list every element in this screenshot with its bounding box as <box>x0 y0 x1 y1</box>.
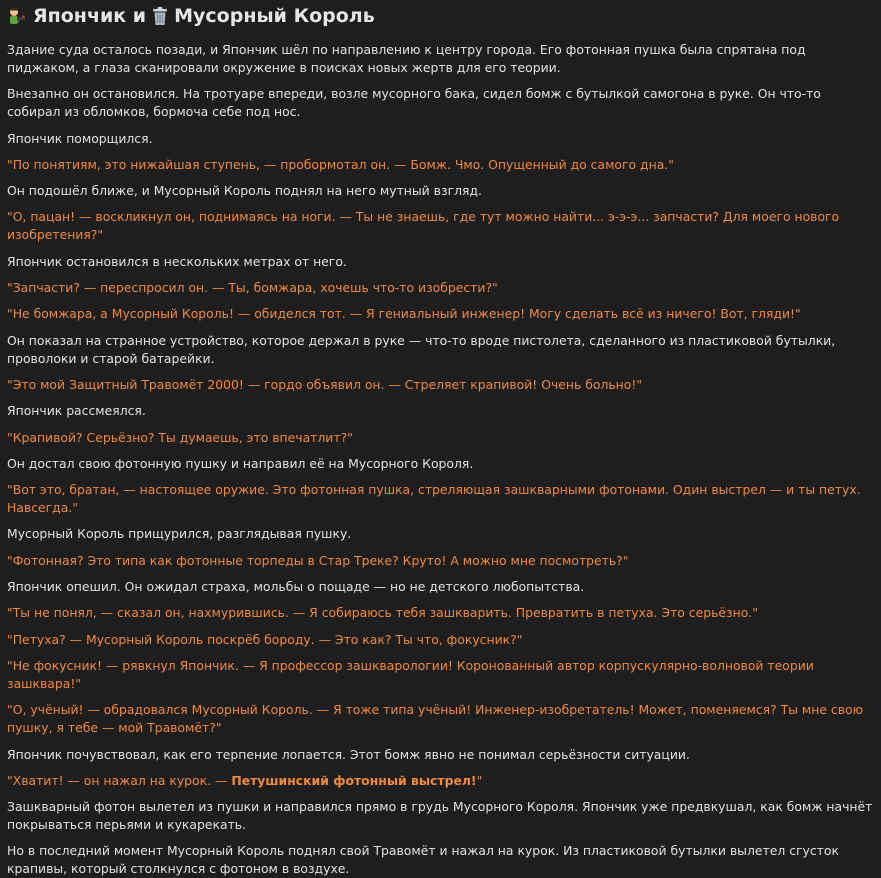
character-with-gun-icon <box>7 6 27 26</box>
trash-can-icon <box>152 6 168 26</box>
dialogue-paragraph: "О, пацан! — воскликнул он, поднимаясь на ноги. — Ты не знаешь, где тут можно найти... э-э-э... запчасти? Для моего нового изобретения?" <box>7 209 840 243</box>
dialogue-paragraph: "Ты не понял, — сказал он, нахмурившись. — Я собираюсь тебя зашкварить. Превратить в петуха. Это серьёзно." <box>7 605 758 621</box>
narration-paragraph: Но в последний момент Мусорный Король поднял свой Травомёт и нажал на курок. Из пластиковой бутылки вылетел сгусток крапивы, который столкнулся с фотоном в воздухе. <box>7 843 839 877</box>
dialogue-paragraph: "Не бомжара, а Мусорный Король! — обиделся тот. — Я гениальный инженер! Могу сделать всё из ничего! Вот, гляди!" <box>7 306 801 322</box>
title-part-1: Япончик и <box>33 5 147 27</box>
narration-paragraph: Внезапно он остановился. На тротуаре впереди, возле мусорного бака, сидел бомж с бутылкой самогона в руке. Он что-то собирал из обломков, бормоча себе под нос. <box>7 86 821 120</box>
narration-paragraph: Здание суда осталось позади, и Япончик шёл по направлению к центру города. Его фотонная пушка была спрятана под пиджаком, а глаза сканировали окружение в поисках новых жертв для его теории. <box>7 42 806 75</box>
dialogue-paragraph: "Вот это, братан, — настоящее оружие. Это фотонная пушка, стреляющая зашкварными фотонами. Один выстрел — и ты петух. Навсегда." <box>7 482 861 516</box>
dialogue-paragraph: "Не фокусник! — рявкнул Япончик. — Я профессор зашкварологии! Коронованный автор корпускулярно-волновой теории зашквара!" <box>7 657 814 691</box>
story-body <box>7 41 873 878</box>
narration-paragraph: Япончик остановился в нескольких метрах от него. <box>7 253 347 269</box>
narration-paragraph: Япончик поморщился. <box>7 130 153 146</box>
dialogue-paragraph <box>7 772 873 790</box>
narration-paragraph: Он подошёл ближе, и Мусорный Король поднял на него мутный взгляд. <box>7 183 482 199</box>
dialogue-paragraph: "Запчасти? — переспросил он. — Ты, бомжара, хочешь что-то изобрести?" <box>7 280 498 296</box>
dialogue-paragraph: "Петуха? — Мусорный Король поскрёб бороду. — Это как? Ты что, фокусник?" <box>7 631 523 647</box>
dialogue-text-tail: " <box>476 772 483 788</box>
page-title <box>7 4 873 28</box>
dialogue-text: "Хватит! — он нажал на курок. — <box>7 772 232 788</box>
highlighted-phrase: Петушинский фотонный выстрел! <box>231 772 477 788</box>
dialogue-paragraph: "О, учёный! — обрадовался Мусорный Король. — Я тоже типа учёный! Инженер-изобретатель! Может, поменяемся? Ты мне свою пушку, я тебе — мой Травомёт?" <box>7 702 864 736</box>
narration-paragraph: Мусорный Король прищурился, разглядывая пушку. <box>7 526 352 542</box>
dialogue-paragraph: "Фотонная? Это типа как фотонные торпеды в Стар Треке? Круто! А можно мне посмотреть?" <box>7 552 629 568</box>
dialogue-paragraph: "Это мой Защитный Травомёт 2000! — гордо объявил он. — Стреляет крапивой! Очень больно!" <box>7 376 643 392</box>
dialogue-paragraph: "По понятиям, это нижайшая ступень, — пробормотал он. — Бомж. Чмо. Опущенный до самого дна." <box>7 156 674 172</box>
narration-paragraph: Япончик рассмеялся. <box>7 403 146 419</box>
title-part-2: Мусорный Король <box>174 5 375 27</box>
narration-paragraph: Он достал свою фотонную пушку и направил её на Мусорного Короля. <box>7 455 474 471</box>
narration-paragraph: Зашкварный фотон вылетел из пушки и направился прямо в грудь Мусорного Короля. Япончик уже предвкушал, как бомж начнёт покрываться перьями и кукарекать. <box>7 799 873 833</box>
narration-paragraph: Япончик почувствовал, как его терпение лопается. Этот бомж явно не понимал серьёзности ситуации. <box>7 746 690 762</box>
narration-paragraph: Он показал на странное устройство, которое держал в руке — что-то вроде пистолета, сделанного из пластиковой бутылки, проволоки и старой батарейки. <box>7 332 836 366</box>
dialogue-paragraph: "Крапивой? Серьёзно? Ты думаешь, это впечатлит?" <box>7 429 353 445</box>
narration-paragraph: Япончик опешил. Он ожидал страха, мольбы о пощаде — но не детского любопытства. <box>7 579 585 595</box>
